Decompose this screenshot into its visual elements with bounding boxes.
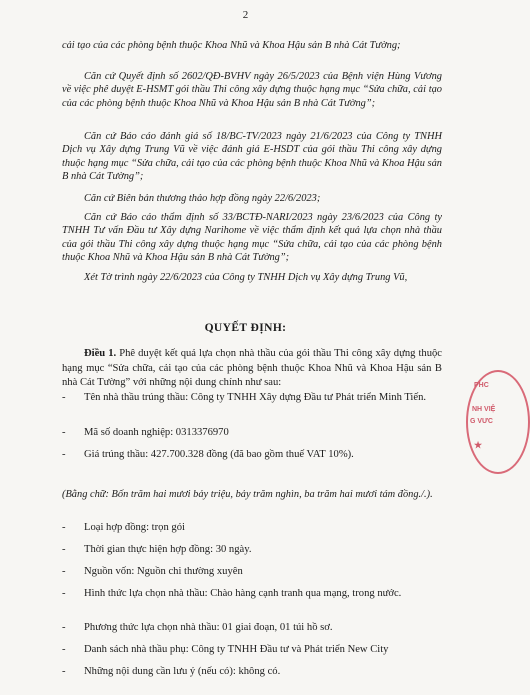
article-1-label: Điều 1.: [84, 348, 117, 359]
official-seal: PHC NH VIỆ G VƯC ★: [466, 370, 530, 474]
preamble-decision-2602: Căn cứ Quyết định số 2602/QĐ-BVHV ngày 26/5/2023 của Bệnh viện Hùng Vương về việc phê duyệt E-HSMT gói thầu Thi công xây dựng thuộc hạng mục “Sửa chữa, cải tạo của các phòng bệnh thuộc Khoa Nhũ và Khoa Hậu sản B nhà Cát Tường”;: [62, 71, 442, 109]
bullet-subcontractors: - Danh sách nhà thầu phụ: Công ty TNHH Đầu tư và Phát triển New City: [62, 644, 389, 655]
bullet-contract-type: - Loại hợp đồng: trọn gói: [62, 522, 185, 533]
bullet-winning-contractor: - Tên nhà thầu trúng thầu: Công ty TNHH Xây dựng Đầu tư Phát triển Minh Tiến.: [62, 392, 427, 403]
decision-heading: QUYẾT ĐỊNH:: [204, 322, 287, 334]
amount-in-words: (Bằng chữ: Bốn trăm hai mươi bảy triệu, bảy trăm nghìn, ba trăm hai mươi tám đồng./.).: [62, 489, 433, 500]
article-1: [62, 347, 442, 391]
bullet-tax-code: - Mã số doanh nghiệp: 0313376970: [62, 427, 229, 438]
bullet-selection-method: - Phương thức lựa chọn nhà thầu: 01 giai đoạn, 01 túi hồ sơ.: [62, 622, 333, 633]
preamble-continuation: cải tạo của các phòng bệnh thuộc Khoa Nhũ và Khoa Hậu sản B nhà Cát Tường;: [62, 40, 401, 51]
preamble-negotiation-minutes: Căn cứ Biên bản thương thảo hợp đồng ngày 22/6/2023;: [84, 193, 321, 204]
preamble-appraisal-report-33: Căn cứ Báo cáo thẩm định số 33/BCTĐ-NARI/2023 ngày 23/6/2023 của Công ty TNHH Tư vấn Đầu tư Xây dựng Narihome về việc thẩm định kết quả lựa chọn nhà thầu của gói thầu Thi công xây dựng thuộc hạng mục “Sửa chữa, cải tạo của các phòng bệnh thuộc Khoa Nhũ và Khoa Hậu sản B nhà Cát Tường”;: [62, 212, 442, 264]
seal-star-icon: ★: [474, 440, 483, 450]
bullet-contract-duration: - Thời gian thực hiện hợp đồng: 30 ngày.: [62, 544, 252, 555]
bullet-funding-source: - Nguồn vốn: Nguồn chi thường xuyên: [62, 566, 243, 577]
article-1-text: Phê duyệt kết quả lựa chọn nhà thầu của gói thầu Thi công xây dựng thuộc hạng mục “Sửa chữa, cải tạo của các phòng bệnh thuộc Khoa Nhũ và Khoa Hậu sản B nhà Cát Tường” với những nội dung chính như sau:: [62, 348, 442, 389]
preamble-submission: Xét Tờ trình ngày 22/6/2023 của Công ty TNHH Dịch vụ Xây dựng Trung Vũ,: [84, 272, 408, 283]
page-number: 2: [242, 9, 249, 21]
bullet-selection-form: - Hình thức lựa chọn nhà thầu: Chào hàng cạnh tranh qua mạng, trong nước.: [62, 588, 402, 599]
preamble-report-18: Căn cứ Báo cáo đánh giá số 18/BC-TV/2023 ngày 21/6/2023 của Công ty TNHH Dịch vụ Xây dựng Trung Vũ về việc đánh giá E-HSDT của gói thầu Thi công xây dựng thuộc hạng mục “Sửa chữa, cải tạo của các phòng bệnh thuộc Khoa Nhũ và Khoa Hậu sản B nhà Cát Tường”;: [62, 131, 442, 183]
bullet-winning-price: - Giá trúng thầu: 427.700.328 đồng (đã bao gồm thuế VAT 10%).: [62, 449, 354, 460]
bullet-notes: - Những nội dung cần lưu ý (nếu có): không có.: [62, 666, 281, 677]
